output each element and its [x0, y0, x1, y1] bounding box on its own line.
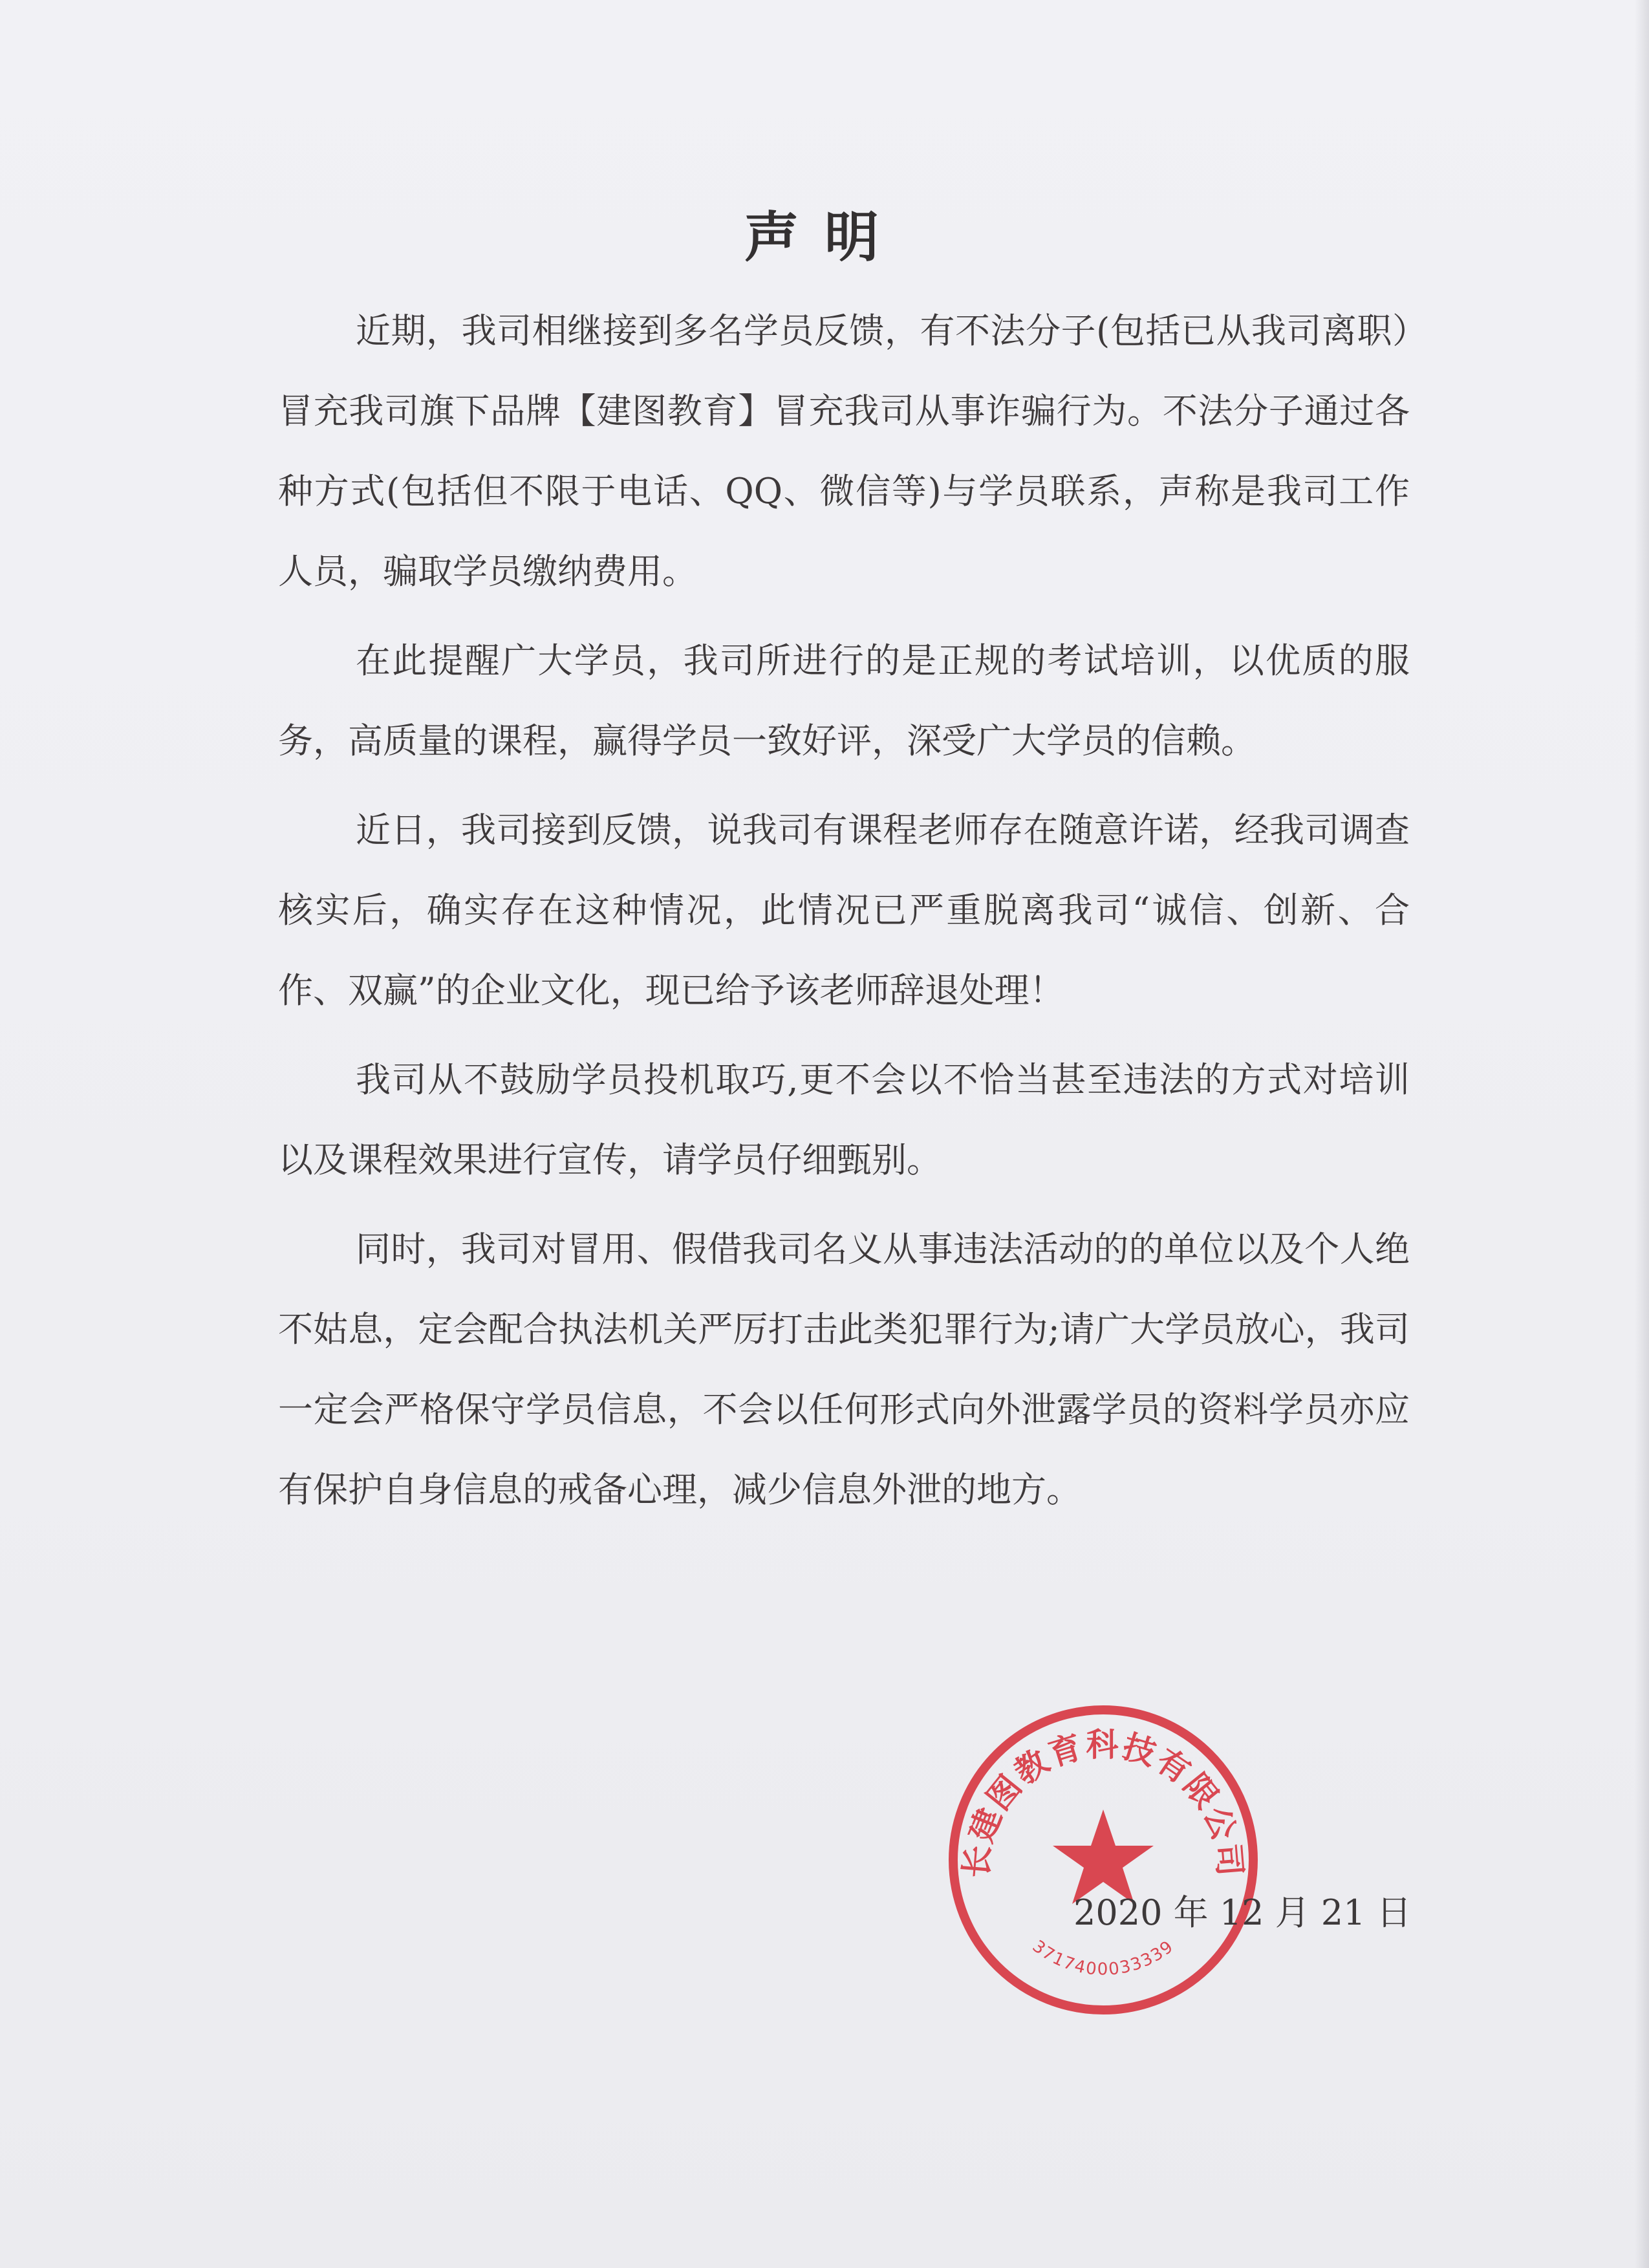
document-title: 声明 — [744, 205, 905, 269]
document-date: 2020 年 12 月 21 日 — [1073, 1892, 1412, 1933]
scan-edge-shadow — [1635, 0, 1649, 2268]
paragraph-privacy-commitment: 同时，我司对冒用、假借我司名义从事违法活动的的单位以及个人绝不姑息，定会配合执法机关严厉打击此类犯罪行为;请广大学员放心，我司一定会严格保守学员信息，不会以任何形式向外泄露学员的资料学员亦应有保护自身信息的戒备心理，减少信息外泄的地方。 — [278, 1229, 1410, 1510]
paragraph-reminder: 在此提醒广大学员，我司所进行的是正规的考试培训，以优质的服务，高质量的课程，赢得学员一致好评，深受广大学员的信赖。 — [278, 640, 1410, 761]
seal-company-name: 长建图教育科技有限公司 — [957, 1726, 1249, 1880]
paragraph-teacher-dismissal: 近日，我司接到反馈，说我司有课程老师存在随意许诺，经我司调查核实后，确实存在这种情况，此情况已严重脱离我司“诚信、创新、合作、双赢”的企业文化，现已给予该老师辞退处理！ — [278, 810, 1410, 1011]
seal-number: 3717400033339 — [1028, 1936, 1178, 1980]
company-seal-stamp — [945, 1702, 1261, 2018]
paragraph-fraud-warning: 近期，我司相继接到多名学员反馈，有不法分子(包括已从我司离职）冒充我司旗下品牌【建图教育】冒充我司从事诈骗行为。不法分子通过各种方式(包括但不限于电话、QQ、微信等)与学员联系，声称是我司工作人员，骗取学员缴纳费用。 — [278, 310, 1410, 592]
statement-body — [278, 291, 1410, 1530]
paragraph-no-shortcuts: 我司从不鼓励学员投机取巧,更不会以不恰当甚至违法的方式对培训以及课程效果进行宣传，请学员仔细甄别。 — [278, 1059, 1410, 1180]
